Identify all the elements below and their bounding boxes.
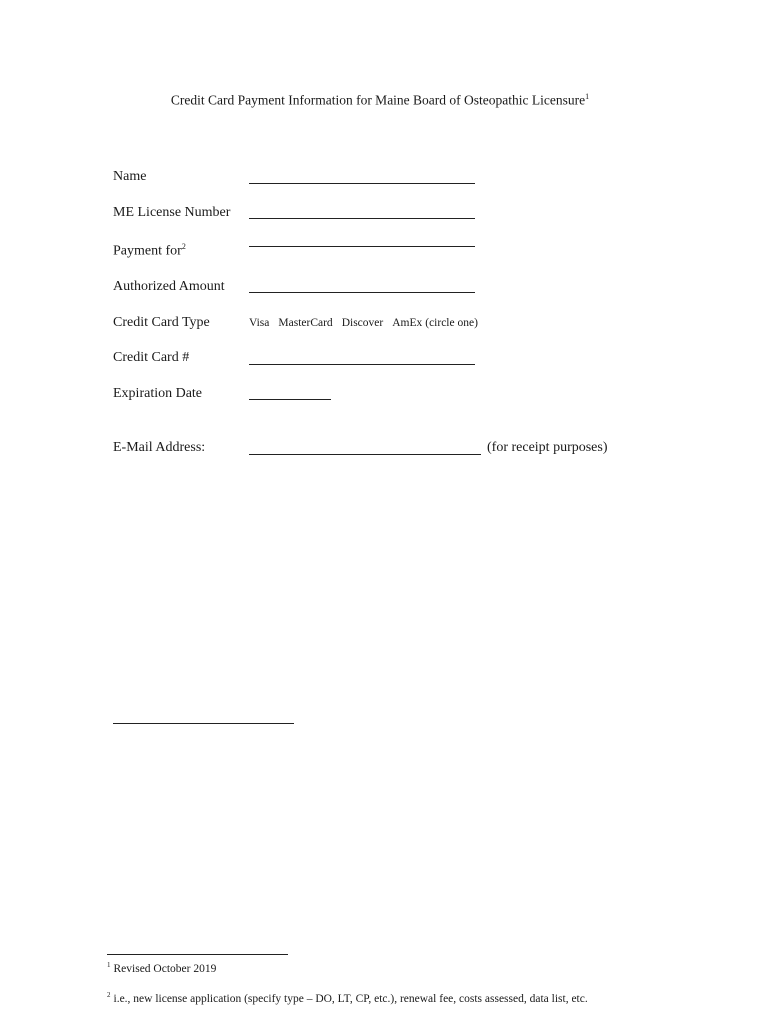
page-title — [0, 92, 760, 109]
footnote-2-text: i.e., new license application (specify type – DO, LT, CP, etc.), renewal fee, costs assessed, data list, etc. — [113, 992, 588, 1005]
card-option-discover[interactable]: Discover — [341, 317, 384, 329]
payment-for-label — [113, 242, 186, 260]
name-field[interactable] — [249, 183, 475, 184]
card-type-instruction: (circle one) — [425, 317, 478, 329]
payment-for-field[interactable] — [249, 246, 475, 247]
footnote-1-mark: 1 — [107, 961, 111, 969]
license-number-label: ME License Number — [113, 205, 231, 220]
footnote-1 — [107, 961, 216, 975]
expiration-date-label: Expiration Date — [113, 386, 203, 401]
license-number-field[interactable] — [249, 218, 475, 219]
email-label: E-Mail Address: — [113, 440, 206, 455]
footnote-2 — [107, 991, 588, 1005]
title-footnote-mark: 1 — [585, 92, 590, 101]
card-option-mastercard[interactable]: MasterCard — [278, 317, 333, 329]
payment-for-label-text: Payment for — [113, 243, 182, 259]
name-label: Name — [113, 169, 147, 184]
footnote-2-mark: 2 — [107, 991, 111, 999]
title-text: Credit Card Payment Information for Maine Board of Osteopathic Licensure — [170, 92, 586, 108]
card-option-visa[interactable]: Visa — [249, 317, 270, 329]
authorized-amount-label: Authorized Amount — [113, 279, 225, 294]
signature-line[interactable] — [113, 723, 294, 724]
footnote-1-text: Revised October 2019 — [113, 962, 217, 975]
card-type-options — [249, 317, 487, 329]
card-option-amex[interactable]: AmEx — [392, 317, 423, 329]
footnote-rule — [107, 954, 288, 955]
email-field[interactable] — [249, 454, 481, 455]
card-type-label: Credit Card Type — [113, 315, 210, 330]
expiration-date-field[interactable] — [249, 399, 331, 400]
card-number-field[interactable] — [249, 364, 475, 365]
authorized-amount-field[interactable] — [249, 292, 475, 293]
payment-footnote-mark: 2 — [181, 242, 186, 251]
email-note: (for receipt purposes) — [487, 440, 608, 455]
card-number-label: Credit Card # — [113, 350, 190, 365]
